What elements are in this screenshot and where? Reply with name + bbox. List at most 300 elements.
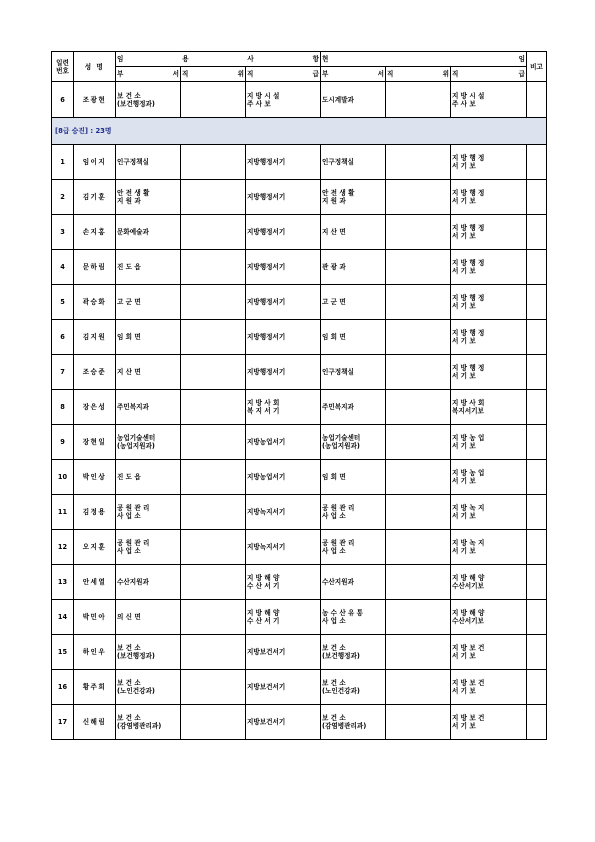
- row-new-rank: [246, 355, 321, 390]
- header-word: 부: [322, 70, 329, 78]
- row-cur-dept-line: 공 원 관 리: [322, 539, 355, 547]
- row-cur-rank-line: 지 방 행 정: [452, 329, 485, 337]
- row-new-rank-line: 복 지 서 기: [247, 407, 280, 415]
- row-new-dept: [116, 495, 181, 530]
- row-number-line: 16: [57, 683, 68, 691]
- row-note: [527, 530, 547, 565]
- row-name-line: 임이지: [82, 158, 107, 166]
- header-cur-position: [386, 67, 451, 82]
- row-new-dept-line: 인구정책실: [117, 158, 149, 166]
- row-cur-position: [386, 425, 451, 460]
- table-row: [52, 530, 547, 565]
- row-cur-dept: [321, 705, 386, 740]
- header-row-1: [52, 52, 547, 67]
- row-name: [74, 530, 116, 565]
- row-new-dept: [116, 390, 181, 425]
- row-cur-dept-line: 사 업 소: [322, 547, 346, 555]
- row-name: [74, 215, 116, 250]
- row-cur-dept-line: 지 산 면: [322, 228, 346, 236]
- row-new-position: [181, 145, 246, 180]
- row-new-position: [181, 285, 246, 320]
- header-word: 위: [237, 70, 244, 78]
- row-number: [52, 565, 74, 600]
- row-cur-dept-line: 임 회 면: [322, 333, 346, 341]
- row-name-line: 곽승화: [82, 298, 107, 306]
- table-row: [52, 390, 547, 425]
- header-new-position: [181, 67, 246, 82]
- table-row: [52, 250, 547, 285]
- row-new-rank-line: 지방보건서기: [247, 648, 286, 656]
- row-cur-rank-line: 지 방 보 건: [452, 714, 485, 722]
- header-word: 급: [518, 70, 525, 78]
- row-cur-position: [386, 285, 451, 320]
- personnel-table: [51, 51, 547, 740]
- row-cur-dept: [321, 565, 386, 600]
- row-new-rank-line: 지 방 시 설: [247, 91, 280, 100]
- row-new-dept-line: 진 도 읍: [117, 263, 141, 271]
- row-cur-dept: [321, 145, 386, 180]
- row-cur-dept-line: 농 수 산 유 통: [322, 609, 364, 617]
- row-number: [52, 215, 74, 250]
- row-cur-rank: [451, 180, 527, 215]
- row-note: [527, 670, 547, 705]
- row-new-rank-line: 주 사 보: [247, 99, 271, 108]
- row-note: [527, 82, 547, 118]
- row-new-dept: [116, 425, 181, 460]
- row-cur-dept: [321, 460, 386, 495]
- row-cur-dept-line: 고 군 면: [322, 298, 346, 306]
- row-new-position: [181, 705, 246, 740]
- row-number-line: 1: [60, 158, 65, 166]
- row-cur-dept-line: 주민복지과: [322, 403, 354, 411]
- row-note: [527, 180, 547, 215]
- row-cur-rank-line: 서 기 보: [452, 652, 476, 660]
- row-cur-dept-line: (농업지원과): [322, 442, 360, 450]
- row-cur-dept-line: 농업기술센터: [322, 434, 361, 442]
- row-cur-dept: [321, 180, 386, 215]
- header-name: 성 명: [74, 52, 116, 82]
- row-new-rank: [246, 180, 321, 215]
- row-new-rank-line: 지방행정서기: [247, 263, 286, 271]
- table-row: [52, 180, 547, 215]
- table-row: [52, 215, 547, 250]
- row-note: [527, 145, 547, 180]
- row-new-dept-line: 주민복지과: [117, 403, 149, 411]
- row-name-line: 박민아: [82, 613, 107, 621]
- row-new-dept-line: 농업기술센터: [117, 434, 156, 442]
- row-new-dept: [116, 180, 181, 215]
- row-new-rank: [246, 390, 321, 425]
- row-cur-rank: [451, 705, 527, 740]
- row-new-rank: [246, 285, 321, 320]
- header-cur-dept: [321, 67, 386, 82]
- header-appointment: [116, 52, 321, 67]
- header-word: 사: [247, 55, 254, 63]
- table-row: [52, 82, 547, 118]
- row-name-line: 신해림: [82, 718, 107, 726]
- row-number: [52, 495, 74, 530]
- row-name: [74, 145, 116, 180]
- row-new-dept: [116, 250, 181, 285]
- row-new-position: [181, 565, 246, 600]
- row-new-dept-line: 지 원 과: [117, 197, 141, 205]
- row-cur-dept: [321, 82, 386, 118]
- header-word: 현: [322, 55, 329, 63]
- row-name: [74, 285, 116, 320]
- header-row-2: [52, 67, 547, 82]
- row-cur-rank: [451, 460, 527, 495]
- table-row: [52, 705, 547, 740]
- row-cur-dept: [321, 670, 386, 705]
- header-word: 임: [518, 55, 525, 63]
- row-name-line: 김지원: [82, 333, 107, 341]
- row-new-rank: [246, 425, 321, 460]
- row-cur-rank-line: 지 방 해 양: [452, 609, 485, 617]
- row-cur-rank: [451, 530, 527, 565]
- row-new-rank: [246, 565, 321, 600]
- row-new-dept-line: 의 신 면: [117, 613, 141, 621]
- row-number-line: 5: [60, 298, 65, 306]
- row-cur-rank-line: 지 방 행 정: [452, 154, 485, 162]
- row-name-line: 문하림: [82, 263, 107, 271]
- header-word: 직: [452, 70, 459, 78]
- row-cur-rank: [451, 250, 527, 285]
- row-new-position: [181, 425, 246, 460]
- row-number-line: 4: [60, 263, 65, 271]
- row-new-rank: [246, 670, 321, 705]
- row-new-dept: [116, 82, 181, 118]
- header-note: 비고: [527, 52, 547, 82]
- row-new-position: [181, 460, 246, 495]
- row-new-rank: [246, 320, 321, 355]
- row-cur-dept-line: 안 전 생 활: [322, 189, 355, 197]
- row-cur-rank: [451, 635, 527, 670]
- row-cur-rank-line: 지 방 행 정: [452, 259, 485, 267]
- table-row: [52, 635, 547, 670]
- table-row: [52, 670, 547, 705]
- header-word: 서: [377, 70, 384, 78]
- header-word: 용: [182, 55, 189, 63]
- row-new-dept-line: 진 도 읍: [117, 473, 141, 481]
- row-cur-rank: [451, 495, 527, 530]
- row-cur-position: [386, 530, 451, 565]
- header-new-rank: [246, 67, 321, 82]
- row-name: [74, 425, 116, 460]
- row-number-line: 3: [60, 228, 65, 236]
- row-new-dept-line: 고 군 면: [117, 298, 141, 306]
- row-new-dept-line: (감염병관리과): [117, 722, 162, 730]
- row-cur-rank-line: 서 기 보: [452, 687, 476, 695]
- row-new-dept: [116, 530, 181, 565]
- row-new-rank-line: 지방행정서기: [247, 333, 286, 341]
- row-note: [527, 215, 547, 250]
- row-cur-rank: [451, 425, 527, 460]
- row-cur-rank-line: 복지서기보: [452, 407, 484, 415]
- row-new-rank-line: 지방보건서기: [247, 718, 286, 726]
- row-cur-position: [386, 320, 451, 355]
- row-name: [74, 600, 116, 635]
- row-cur-dept: [321, 600, 386, 635]
- row-number-line: 6: [60, 95, 65, 104]
- row-cur-rank-line: 지 방 사 회: [452, 399, 485, 407]
- row-new-rank-line: 지방행정서기: [247, 298, 286, 306]
- row-number: [52, 355, 74, 390]
- row-number: [52, 705, 74, 740]
- row-cur-rank: [451, 670, 527, 705]
- row-new-dept: [116, 635, 181, 670]
- row-name-line: 장현일: [82, 438, 107, 446]
- row-note: [527, 355, 547, 390]
- row-new-rank-line: 지방농업서기: [247, 438, 286, 446]
- row-cur-dept-line: 지 원 과: [322, 197, 346, 205]
- row-cur-dept: [321, 215, 386, 250]
- row-cur-rank-line: 지 방 행 정: [452, 189, 485, 197]
- row-new-rank: [246, 82, 321, 118]
- table-row: [52, 460, 547, 495]
- row-number: [52, 635, 74, 670]
- row-cur-position: [386, 495, 451, 530]
- row-new-dept: [116, 565, 181, 600]
- header-word: 임: [117, 55, 124, 63]
- table-row: [52, 600, 547, 635]
- row-cur-position: [386, 390, 451, 425]
- row-number-line: 7: [60, 368, 65, 376]
- row-name-line: 김정용: [82, 508, 107, 516]
- row-cur-position: [386, 355, 451, 390]
- row-cur-rank-line: 지 방 농 업: [452, 469, 485, 477]
- row-new-rank: [246, 250, 321, 285]
- row-cur-dept-line: 인구정책실: [322, 368, 354, 376]
- row-cur-dept-line: 도시계발과: [322, 95, 354, 104]
- row-new-dept-line: 공 원 관 리: [117, 504, 150, 512]
- row-number: [52, 250, 74, 285]
- row-name: [74, 670, 116, 705]
- row-cur-dept-line: 사 업 소: [322, 512, 346, 520]
- row-cur-rank-line: 수산서기보: [452, 582, 484, 590]
- row-cur-rank: [451, 82, 527, 118]
- row-new-rank-line: 지방녹지서기: [247, 543, 286, 551]
- row-cur-rank: [451, 215, 527, 250]
- row-cur-position: [386, 145, 451, 180]
- row-cur-rank-line: 지 방 해 양: [452, 574, 485, 582]
- row-cur-position: [386, 600, 451, 635]
- row-number: [52, 390, 74, 425]
- row-cur-rank-line: 지 방 행 정: [452, 294, 485, 302]
- row-cur-rank-line: 서 기 보: [452, 232, 476, 240]
- row-new-rank-line: 지방행정서기: [247, 158, 286, 166]
- row-note: [527, 390, 547, 425]
- row-cur-rank-line: 서 기 보: [452, 442, 476, 450]
- row-cur-dept-line: 보 건 소: [322, 644, 346, 652]
- row-cur-rank: [451, 390, 527, 425]
- row-number-line: 13: [57, 578, 68, 586]
- header-no-line: 일련: [56, 58, 69, 67]
- row-cur-dept: [321, 495, 386, 530]
- table-row: [52, 145, 547, 180]
- row-new-rank-line: 지 방 사 회: [247, 399, 280, 407]
- row-cur-rank-line: 서 기 보: [452, 267, 476, 275]
- row-name-line: 박인상: [82, 473, 107, 481]
- row-name: [74, 180, 116, 215]
- row-new-dept-line: 지 산 면: [117, 368, 141, 376]
- header-word: 위: [442, 70, 449, 78]
- row-new-rank-line: 지 방 해 양: [247, 574, 280, 582]
- row-cur-dept-line: (노인건강과): [322, 687, 360, 695]
- row-new-dept-line: (농업지원과): [117, 442, 155, 450]
- header-word: 직: [387, 70, 394, 78]
- row-new-rank: [246, 460, 321, 495]
- row-name: [74, 705, 116, 740]
- row-cur-dept-line: 보 건 소: [322, 714, 346, 722]
- header-word: 직: [182, 70, 189, 78]
- row-cur-rank-line: 서 기 보: [452, 337, 476, 345]
- row-new-rank-line: 지 방 해 양: [247, 609, 280, 617]
- row-number: [52, 670, 74, 705]
- row-name-line: 장은성: [82, 403, 107, 411]
- row-name-line: 조승준: [82, 368, 107, 376]
- row-number-line: 6: [60, 333, 65, 341]
- row-number-line: 10: [57, 473, 68, 481]
- header-no-line: 번호: [56, 66, 69, 75]
- table-row: [52, 355, 547, 390]
- row-new-dept-line: 안 전 생 활: [117, 189, 150, 197]
- row-new-rank-line: 지방행정서기: [247, 193, 286, 201]
- row-name-line: 조광현: [82, 95, 107, 104]
- row-name-line: 안세열: [82, 578, 107, 586]
- row-name: [74, 565, 116, 600]
- row-name: [74, 390, 116, 425]
- row-cur-rank-line: 주 사 보: [452, 99, 476, 108]
- personnel-table-sheet: [51, 51, 546, 740]
- row-note: [527, 600, 547, 635]
- row-new-dept: [116, 670, 181, 705]
- row-cur-dept: [321, 635, 386, 670]
- row-new-position: [181, 530, 246, 565]
- row-new-rank: [246, 600, 321, 635]
- row-new-rank-line: 지방행정서기: [247, 228, 286, 236]
- row-new-dept: [116, 705, 181, 740]
- row-cur-rank: [451, 355, 527, 390]
- row-number-line: 12: [57, 543, 68, 551]
- row-new-rank: [246, 495, 321, 530]
- row-note: [527, 495, 547, 530]
- row-name-line: 김기훈: [82, 193, 107, 201]
- row-cur-dept-line: 관 광 과: [322, 263, 346, 271]
- row-new-dept: [116, 285, 181, 320]
- row-new-rank-line: 수 산 서 기: [247, 582, 280, 590]
- row-number: [52, 460, 74, 495]
- row-new-dept-line: (보건행정과): [117, 652, 155, 660]
- row-number: [52, 145, 74, 180]
- row-cur-position: [386, 705, 451, 740]
- row-number: [52, 285, 74, 320]
- row-note: [527, 460, 547, 495]
- row-new-dept-line: 보 건 소: [117, 91, 141, 100]
- row-new-dept: [116, 215, 181, 250]
- row-new-rank-line: 수 산 서 기: [247, 617, 280, 625]
- row-number-line: 8: [60, 403, 65, 411]
- row-name: [74, 460, 116, 495]
- row-number-line: 2: [60, 193, 65, 201]
- row-cur-rank-line: 지 방 행 정: [452, 224, 485, 232]
- row-note: [527, 320, 547, 355]
- row-new-dept-line: 사 업 소: [117, 547, 141, 555]
- header-word: 서: [172, 70, 179, 78]
- row-cur-dept-line: 임 회 면: [322, 473, 346, 481]
- row-new-dept-line: 임 회 면: [117, 333, 141, 341]
- section-label: [8급 승진] : 23명: [52, 118, 547, 145]
- row-cur-position: [386, 250, 451, 285]
- row-cur-rank-line: 서 기 보: [452, 197, 476, 205]
- row-name-line: 손지홍: [82, 228, 107, 236]
- row-new-position: [181, 390, 246, 425]
- row-cur-rank: [451, 145, 527, 180]
- row-name-line: 하인우: [82, 648, 107, 656]
- row-cur-dept: [321, 355, 386, 390]
- row-number: [52, 530, 74, 565]
- header-word: 직: [247, 70, 254, 78]
- row-cur-position: [386, 460, 451, 495]
- row-cur-rank-line: 지 방 농 업: [452, 434, 485, 442]
- table-row: [52, 495, 547, 530]
- row-new-dept: [116, 355, 181, 390]
- row-number: [52, 320, 74, 355]
- row-cur-rank-line: 서 기 보: [452, 477, 476, 485]
- row-new-dept-line: (노인건강과): [117, 687, 155, 695]
- row-new-position: [181, 600, 246, 635]
- row-cur-rank-line: 지 방 행 정: [452, 364, 485, 372]
- row-cur-dept: [321, 530, 386, 565]
- row-new-rank: [246, 215, 321, 250]
- row-new-dept-line: 문화예술과: [117, 228, 149, 236]
- row-new-dept-line: 보 건 소: [117, 644, 141, 652]
- row-new-rank: [246, 145, 321, 180]
- row-new-dept: [116, 145, 181, 180]
- row-cur-rank-line: 수산서기보: [452, 617, 484, 625]
- row-note: [527, 250, 547, 285]
- row-name: [74, 320, 116, 355]
- header-word: 급: [312, 70, 319, 78]
- row-number-line: 17: [57, 718, 68, 726]
- row-cur-dept-line: 사 업 소: [322, 617, 346, 625]
- row-new-dept-line: 보 건 소: [117, 714, 141, 722]
- row-new-rank: [246, 530, 321, 565]
- row-cur-rank: [451, 565, 527, 600]
- row-new-dept-line: (보건행정과): [117, 99, 155, 108]
- section-row: [52, 118, 547, 145]
- header-word: 항: [312, 55, 319, 63]
- row-cur-dept-line: 보 건 소: [322, 679, 346, 687]
- table-row: [52, 425, 547, 460]
- row-new-position: [181, 670, 246, 705]
- row-cur-position: [386, 670, 451, 705]
- row-cur-position: [386, 215, 451, 250]
- row-new-position: [181, 215, 246, 250]
- row-cur-dept: [321, 390, 386, 425]
- row-new-dept-line: 수산지원과: [117, 578, 149, 586]
- table-row: [52, 320, 547, 355]
- row-new-position: [181, 635, 246, 670]
- row-name-line: 오지훈: [82, 543, 107, 551]
- row-cur-position: [386, 180, 451, 215]
- row-name: [74, 495, 116, 530]
- row-cur-rank-line: 서 기 보: [452, 512, 476, 520]
- row-number-line: 14: [57, 613, 68, 621]
- row-cur-rank-line: 서 기 보: [452, 162, 476, 170]
- header-word: 부: [117, 70, 124, 78]
- row-number: [52, 180, 74, 215]
- row-new-rank-line: 지방보건서기: [247, 683, 286, 691]
